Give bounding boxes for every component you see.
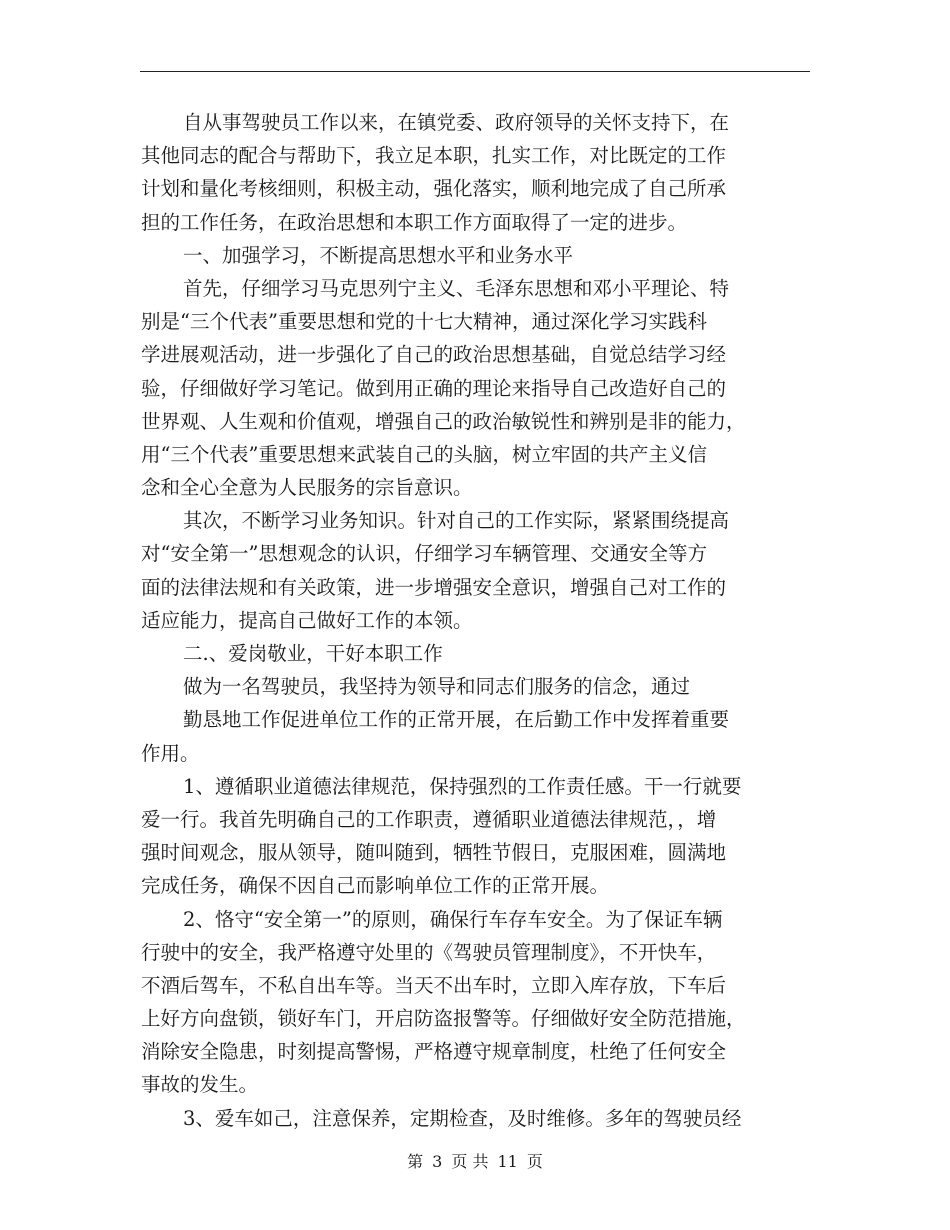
body-line: 强时间观念，服从领导，随叫随到，牺牲节假日，克服困难，圆满地 (141, 841, 727, 865)
body-line: 自从事驾驶员工作以来，在镇党委、政府领导的关怀支持下，在 (183, 111, 730, 134)
page-number-suffix: 页 (526, 1152, 543, 1171)
page-number (0, 1152, 950, 1172)
body-line: 用“三个代表”重要思想来武装自己的头脑，树立牢固的共产主义信 (141, 442, 707, 466)
body-line: 念和全心全意为人民服务的宗旨意识。 (141, 476, 473, 500)
body-line: 作用。 (141, 741, 200, 765)
body-line: 勤恳地工作促进单位工作的正常开展，在后勤工作中发挥着重要 (183, 708, 730, 732)
body-line: 验，仔细做好学习笔记。做到用正确的理论来指导自己改造好自己的 (141, 376, 727, 400)
header-rule (140, 71, 810, 72)
body-line: 其他同志的配合与帮助下，我立足本职，扎实工作，对比既定的工作 (141, 144, 727, 168)
body-line: 学进展观活动，进一步强化了自己的政治思想基础，自觉总结学习经 (141, 343, 727, 367)
body-line: 2、恪守“安全第一”的原则，确保行车存车安全。为了保证车辆 (183, 907, 723, 931)
body-line: 爱一行。我首先明确自己的工作职责，遵循职业道德法律规范，，增 (141, 807, 717, 831)
page-number-prefix: 第 (407, 1152, 424, 1171)
body-line: 1、遵循职业道德法律规范，保持强烈的工作责任感。干一行就要 (183, 774, 742, 798)
body-line: 3、爱车如己，注意保养，定期检查，及时维修。多年的驾驶员经 (183, 1106, 742, 1130)
body-line: 做为一名驾驶员，我坚持为领导和同志们服务的信念，通过 (183, 675, 691, 699)
body-line: 面的法律法规和有关政策，进一步增强安全意识，增强自己对工作的 (141, 575, 727, 599)
body-line: 行驶中的安全，我严格遵守处里的《驾驶员管理制度》，不开快车， (141, 940, 717, 964)
page-number-mid: 页 共 (451, 1152, 489, 1171)
body-line: 计划和量化考核细则，积极主动，强化落实，顺利地完成了自己所承 (141, 177, 727, 201)
body-line: 世界观、人生观和价值观，增强自己的政治敏锐性和辨别是非的能力， (141, 409, 746, 433)
section-heading: 一、加强学习，不断提高思想水平和业务水平 (183, 243, 574, 267)
body-line: 完成任务，确保不因自己而影响单位工作的正常开展。 (141, 874, 610, 898)
body-line: 首先，仔细学习马克思列宁主义、毛泽东思想和邓小平理论、特 (183, 276, 730, 300)
body-line: 上好方向盘锁，锁好车门，开启防盗报警等。仔细做好安全防范措施， (141, 1007, 746, 1031)
body-line: 消除安全隐患，时刻提高警惕，严格遵守规章制度，杜绝了任何安全 (141, 1040, 727, 1064)
document-body (141, 106, 813, 1135)
section-heading: 二.、爱岗敬业，干好本职工作 (183, 642, 443, 665)
page-number-current: 3 (432, 1152, 443, 1171)
body-line: 别是“三个代表”重要思想和党的十七大精神，通过深化学习实践科 (141, 310, 707, 334)
page-number-total: 11 (497, 1152, 518, 1171)
body-line: 不酒后驾车，不私自出车等。当天不出车时，立即入库存放，下车后 (141, 973, 727, 997)
body-line: 担的工作任务，在政治思想和本职工作方面取得了一定的进步。 (141, 210, 688, 234)
body-line: 其次，不断学习业务知识。针对自己的工作实际，紧紧围绕提高 (183, 509, 730, 533)
body-line: 对“安全第一”思想观念的认识，仔细学习车辆管理、交通安全等方 (141, 542, 707, 566)
body-line: 适应能力，提高自己做好工作的本领。 (141, 608, 473, 632)
body-line: 事故的发生。 (141, 1073, 259, 1097)
